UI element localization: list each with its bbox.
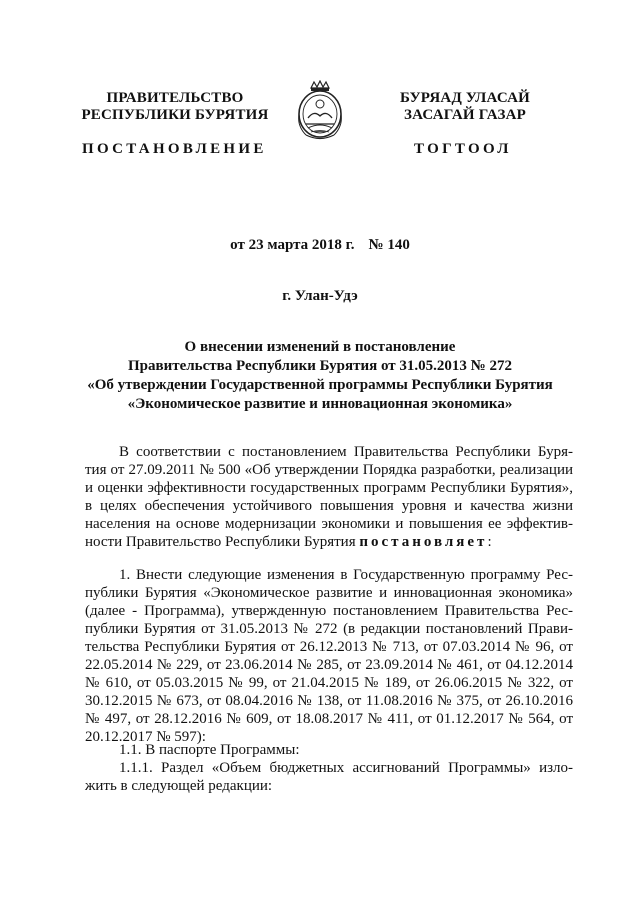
doc-type-left: ПОСТАНОВЛЕНИЕ: [82, 141, 267, 157]
text-line: № 610, от 05.03.2015 № 99, от 21.04.2015 № 189, от 26.06.2015 № 322, от: [85, 675, 573, 691]
text-line: в целях обеспечения устойчивого повышения уровня и качества жизни: [85, 498, 573, 514]
text-line: и оценки эффективности государственных программ Республики Бурятия»,: [85, 480, 573, 496]
title-line-2: Правительства Республики Бурятия от 31.05.2013 № 272: [127, 358, 512, 374]
text-fragment: ности Правительство Республики Бурятия: [85, 534, 360, 550]
title-line-3: «Об утверждении Государственной программы Республики Бурятия: [87, 377, 553, 393]
text-line: [85, 533, 573, 551]
text-line: публики Бурятия «Экономическое развитие и инновационная экономика»: [85, 585, 573, 601]
text-line: жить в следующей редакции:: [85, 778, 273, 794]
paragraph-item-1-1-1: [85, 759, 573, 795]
text-line: 30.12.2015 № 673, от 08.04.2016 № 138, от 11.08.2016 № 375, от 26.10.2016: [85, 693, 573, 709]
coat-of-arms-icon: [294, 80, 346, 142]
header-right-line-1: БУРЯАД УЛАСАЙ: [399, 90, 531, 106]
text-line: 20.12.2017 № 597):: [85, 729, 206, 745]
doc-type-right: ТОГТООЛ: [414, 141, 512, 157]
document-number: № 140: [368, 237, 410, 253]
text-line: (далее - Программа), утвержденную постановлением Правительства Рес-: [85, 603, 573, 619]
document-title: [40, 338, 600, 414]
text-line: 22.05.2014 № 229, от 23.06.2014 № 285, от 23.09.2014 № 461, от 04.12.2014: [85, 657, 573, 673]
text-line: 1.1.1. Раздел «Объем бюджетных ассигнований Программы» изло-: [119, 760, 573, 776]
text-line: населения на основе модернизации экономики и повышения ее эффектив-: [85, 516, 573, 532]
text-line: В соответствии с постановлением Правительства Республики Буря-: [119, 444, 573, 460]
paragraph-preamble: [85, 443, 573, 551]
document-date: от 23 марта 2018 г.: [230, 237, 355, 253]
text-line: 1.1. В паспорте Программы:: [119, 742, 300, 758]
header-right-authority: [350, 90, 580, 124]
header-left-authority: [60, 90, 290, 124]
text-line: публики Бурятия от 31.05.2013 № 272 (в редакции постановлений Прави-: [85, 621, 573, 637]
title-line-4: «Экономическое развитие и инновационная экономика»: [127, 396, 513, 412]
text-fragment: :: [487, 534, 492, 550]
header-left-line-1: ПРАВИТЕЛЬСТВО: [106, 90, 244, 106]
text-line: тельства Республики Бурятия от 26.12.2013 № 713, от 07.03.2014 № 96, от: [85, 639, 573, 655]
text-line: 1. Внести следующие изменения в Государственную программу Рес-: [119, 567, 573, 583]
text-line: тия от 27.09.2011 № 500 «Об утверждении Порядка разработки, реализации: [85, 462, 573, 478]
document-date-line: [0, 237, 640, 254]
text-line: № 497, от 28.12.2016 № 609, от 18.08.2017 № 411, от 01.12.2017 № 564, от: [85, 711, 573, 727]
header-right-line-2: ЗАСАГАЙ ГАЗАР: [404, 107, 526, 123]
header-left-line-2: РЕСПУБЛИКИ БУРЯТИЯ: [81, 107, 269, 123]
paragraph-item-1-1: [85, 741, 573, 759]
title-line-1: О внесении изменений в постановление: [184, 339, 456, 355]
document-city: г. Улан-Удэ: [282, 288, 358, 304]
paragraph-item-1: [85, 566, 573, 746]
resolves-keyword: постановляет: [359, 534, 488, 550]
